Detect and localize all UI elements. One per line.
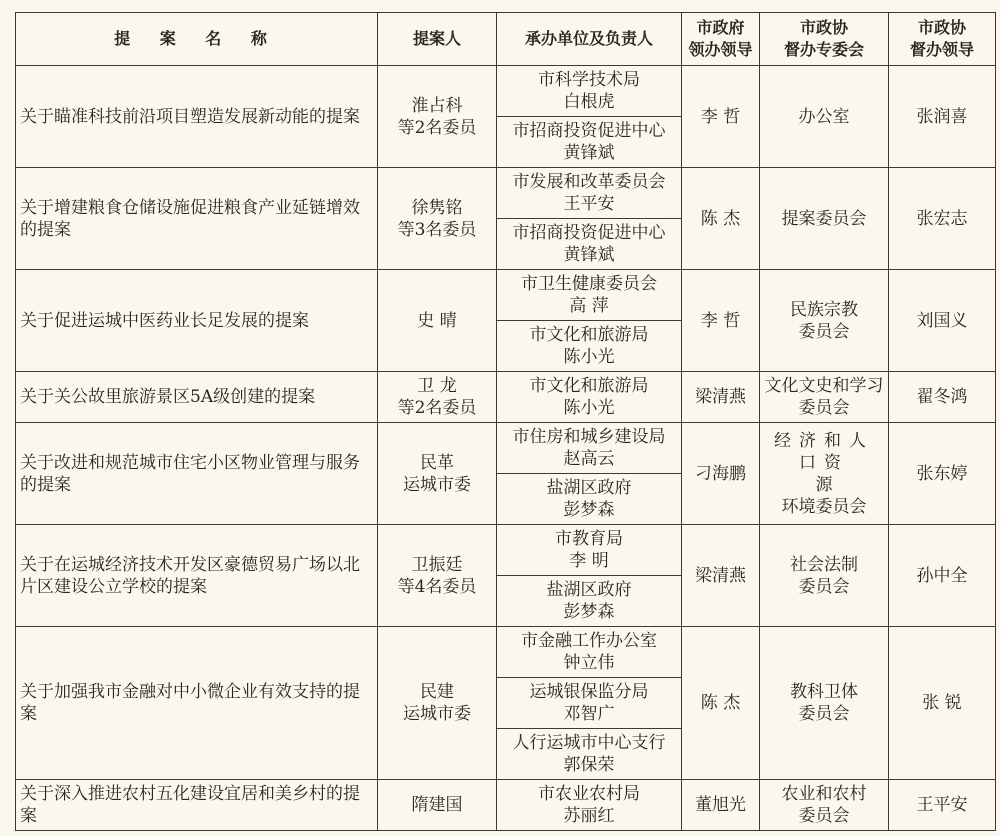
table-row bbox=[16, 270, 996, 321]
header-unit: 承办单位及负责人 bbox=[497, 13, 682, 66]
gov-leader: 李 哲 bbox=[682, 66, 760, 168]
proposer: 史 晴 bbox=[378, 270, 497, 372]
proposal-table bbox=[15, 12, 996, 831]
gov-leader: 董旭光 bbox=[682, 780, 760, 831]
cppcc-leader: 王平安 bbox=[889, 780, 996, 831]
proposer: 卫振廷 等4名委员 bbox=[378, 525, 497, 627]
proposal-title: 关于在运城经济技术开发区豪德贸易广场以北片区建设公立学校的提案 bbox=[16, 525, 378, 627]
cppcc-leader: 张东婷 bbox=[889, 423, 996, 525]
header-title: 提 案 名 称 bbox=[16, 13, 378, 66]
unit-cell: 市农业农村局 苏丽红 bbox=[497, 780, 682, 831]
unit-cell: 盐湖区政府 彭梦森 bbox=[497, 474, 682, 525]
table-row bbox=[16, 372, 996, 423]
unit-cell: 人行运城市中心支行 郭保荣 bbox=[497, 729, 682, 780]
proposal-title: 关于改进和规范城市住宅小区物业管理与服务的提案 bbox=[16, 423, 378, 525]
unit-cell: 市文化和旅游局 陈小光 bbox=[497, 321, 682, 372]
cppcc-leader: 孙中全 bbox=[889, 525, 996, 627]
unit-cell: 盐湖区政府 彭梦森 bbox=[497, 576, 682, 627]
gov-leader: 刁海鹏 bbox=[682, 423, 760, 525]
proposal-title: 关于增建粮食仓储设施促进粮食产业延链增效的提案 bbox=[16, 168, 378, 270]
proposer: 淮占科 等2名委员 bbox=[378, 66, 497, 168]
unit-cell: 市教育局 李 明 bbox=[497, 525, 682, 576]
gov-leader: 陈 杰 bbox=[682, 627, 760, 780]
cppcc-leader: 翟冬鸿 bbox=[889, 372, 996, 423]
proposal-title: 关于深入推进农村五化建设宜居和美乡村的提案 bbox=[16, 780, 378, 831]
proposer: 徐隽铭 等3名委员 bbox=[378, 168, 497, 270]
unit-cell: 市发展和改革委员会 王平安 bbox=[497, 168, 682, 219]
header-cppcc-committee: 市政协 督办专委会 bbox=[760, 13, 889, 66]
proposer: 民革 运城市委 bbox=[378, 423, 497, 525]
cppcc-leader: 张宏志 bbox=[889, 168, 996, 270]
header-cppcc-leader: 市政协 督办领导 bbox=[889, 13, 996, 66]
proposer: 民建 运城市委 bbox=[378, 627, 497, 780]
committee: 民族宗教 委员会 bbox=[760, 270, 889, 372]
unit-cell: 运城银保监分局 邓智广 bbox=[497, 678, 682, 729]
table-row bbox=[16, 525, 996, 576]
cppcc-leader: 张润喜 bbox=[889, 66, 996, 168]
proposal-title: 关于瞄准科技前沿项目塑造发展新动能的提案 bbox=[16, 66, 378, 168]
cppcc-leader: 张 锐 bbox=[889, 627, 996, 780]
unit-cell: 市招商投资促进中心 黄锋斌 bbox=[497, 117, 682, 168]
proposal-title: 关于关公故里旅游景区5A级创建的提案 bbox=[16, 372, 378, 423]
proposer: 卫 龙 等2名委员 bbox=[378, 372, 497, 423]
table-row bbox=[16, 66, 996, 117]
committee: 办公室 bbox=[760, 66, 889, 168]
proposal-title: 关于促进运城中医药业长足发展的提案 bbox=[16, 270, 378, 372]
committee: 农业和农村 委员会 bbox=[760, 780, 889, 831]
committee: 文化文史和学习 委员会 bbox=[760, 372, 889, 423]
table-row bbox=[16, 423, 996, 474]
proposer: 隋建国 bbox=[378, 780, 497, 831]
table-row bbox=[16, 780, 996, 831]
committee: 教科卫体 委员会 bbox=[760, 627, 889, 780]
gov-leader: 陈 杰 bbox=[682, 168, 760, 270]
header-gov-leader: 市政府 领办领导 bbox=[682, 13, 760, 66]
committee: 提案委员会 bbox=[760, 168, 889, 270]
header-proposer: 提案人 bbox=[378, 13, 497, 66]
committee: 经济和人口资 源 环境委员会 bbox=[760, 423, 889, 525]
gov-leader: 李 哲 bbox=[682, 270, 760, 372]
table-row bbox=[16, 627, 996, 678]
unit-cell: 市金融工作办公室 钟立伟 bbox=[497, 627, 682, 678]
unit-cell: 市文化和旅游局 陈小光 bbox=[497, 372, 682, 423]
committee: 社会法制 委员会 bbox=[760, 525, 889, 627]
unit-cell: 市卫生健康委员会 高 萍 bbox=[497, 270, 682, 321]
header-row bbox=[16, 13, 996, 66]
cppcc-leader: 刘国义 bbox=[889, 270, 996, 372]
gov-leader: 梁清燕 bbox=[682, 525, 760, 627]
unit-cell: 市招商投资促进中心 黄锋斌 bbox=[497, 219, 682, 270]
gov-leader: 梁清燕 bbox=[682, 372, 760, 423]
proposal-title: 关于加强我市金融对中小微企业有效支持的提案 bbox=[16, 627, 378, 780]
unit-cell: 市住房和城乡建设局 赵高云 bbox=[497, 423, 682, 474]
unit-cell: 市科学技术局 白根虎 bbox=[497, 66, 682, 117]
table-row bbox=[16, 168, 996, 219]
